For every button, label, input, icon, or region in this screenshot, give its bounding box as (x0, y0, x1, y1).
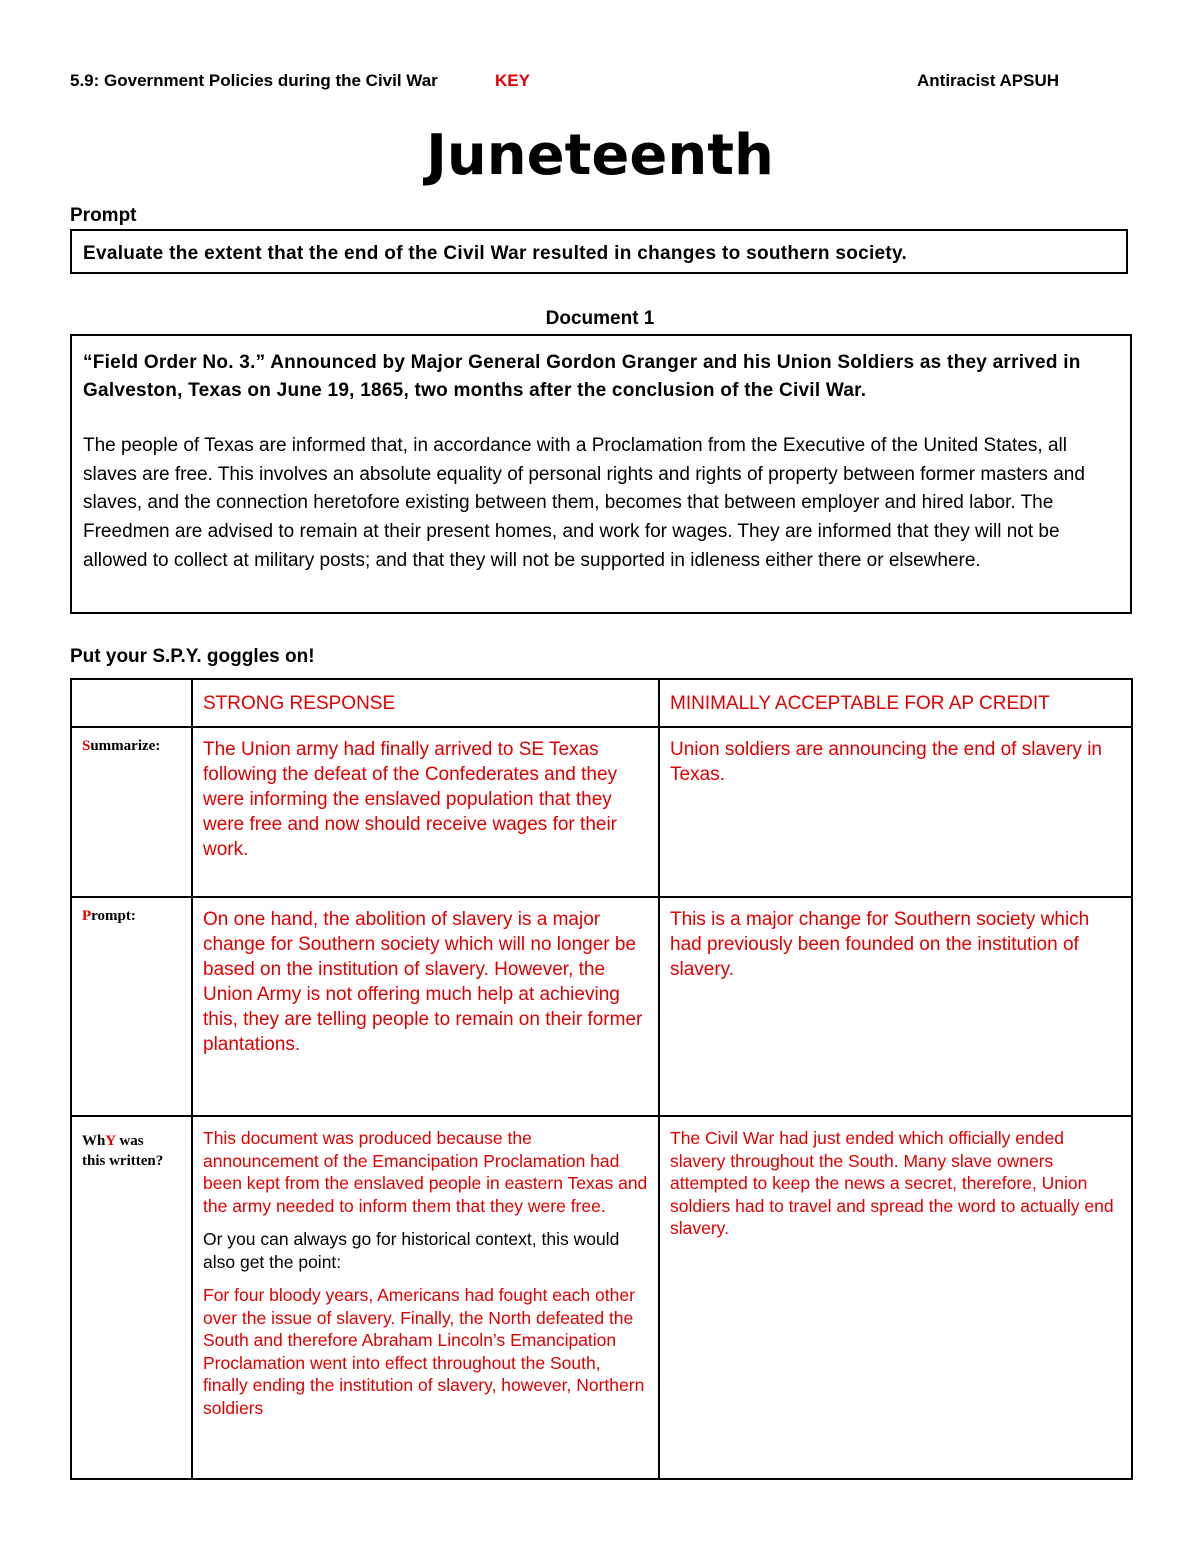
prompt-text: Evaluate the extent that the end of the Civil War resulted in changes to southern society. (83, 243, 908, 264)
spy-label: Put your S.P.Y. goggles on! (70, 646, 315, 667)
minimal-response-text: This is a major change for Southern society which had previously been founded on the institution of slavery. (670, 909, 1090, 980)
table-row (71, 1116, 1132, 1479)
table-corner-cell (71, 679, 192, 727)
document-body: The people of Texas are informed that, in accordance with a Proclamation from the Executive of the United States, all slaves are free. This involves an absolute equality of personal rights and rights of property between former masters and slaves, and the connection heretofore existing between them, becomes that between employer and hired labor. The Freedmen are advised to remain at their present homes, and work for wages. They are informed that they will not be allowed to collect at military posts; and that they will not be supported in idleness either there or elsewhere. (83, 435, 1085, 571)
prompt-label: Prompt (70, 205, 137, 226)
column-header-minimal-text: MINIMALLY ACCEPTABLE FOR AP CREDIT (670, 693, 1050, 714)
column-header-minimal (659, 679, 1132, 727)
table-row (71, 897, 1132, 1116)
document-label: Document 1 (545, 308, 655, 329)
row-label-prompt: Prompt: (82, 908, 136, 924)
strong-response-text: The Union army had finally arrived to SE Texas following the defeat of the Confederates and they were informing the enslaved population that they were free and now should receive wages for their work. (203, 739, 618, 860)
document-heading: “Field Order No. 3.” Announced by Major General Gordon Granger and his Union Soldiers as they arrived in Galveston, Texas on June 19, 1865, two months after the conclusion of the Civil War. (83, 352, 1081, 401)
historical-context-note: Or you can always go for historical context, this would also get the point: (203, 1229, 620, 1272)
row-label-cell (71, 897, 192, 1116)
minimal-response-text: The Civil War had just ended which officially ended slavery throughout the South. Many slave owners attempted to keep the news a secret, therefore, Union soldiers had to travel and spread the word to actually end slavery. (670, 1128, 1114, 1238)
spy-table (70, 678, 1133, 1480)
table-header-row (71, 679, 1132, 727)
row-label-why: WhY was this written? (82, 1133, 164, 1169)
column-header-strong-text: STRONG RESPONSE (203, 693, 396, 714)
minimal-response-cell (659, 1116, 1132, 1479)
strong-response-text: This document was produced because the announcement of the Emancipation Proclamation had been kept from the enslaved people in eastern Texas and the army needed to inform them that they were free. (203, 1128, 648, 1216)
header-course-name: Antiracist APSUH (917, 71, 1060, 90)
prompt-box (70, 229, 1128, 274)
strong-response-cell (192, 727, 659, 897)
document-box (70, 334, 1132, 614)
row-label-summarize: Summarize: (82, 738, 161, 754)
table-row (71, 727, 1132, 897)
header-key-label: KEY (495, 71, 530, 90)
minimal-response-cell (659, 897, 1132, 1116)
historical-context-text: For four bloody years, Americans had fought each other over the issue of slavery. Finally, the North defeated the South and therefore Abraham Lincoln’s Emancipation Proclamation went into effect throughout the South, finally ending the institution of slavery, however, Northern soldiers (203, 1285, 645, 1418)
strong-response-cell (192, 897, 659, 1116)
minimal-response-text: Union soldiers are announcing the end of slavery in Texas. (670, 739, 1102, 785)
column-header-strong (192, 679, 659, 727)
row-label-cell (71, 1116, 192, 1479)
row-label-cell (71, 727, 192, 897)
header-course-title: 5.9: Government Policies during the Civil War (70, 71, 438, 90)
strong-response-cell (192, 1116, 659, 1479)
page-title: Juneteenth (426, 123, 774, 188)
strong-response-text: On one hand, the abolition of slavery is a major change for Southern society which will no longer be based on the institution of slavery. However, the Union Army is not offering much help at achieving this, they are telling people to remain on their former plantations. (203, 909, 643, 1055)
minimal-response-cell (659, 727, 1132, 897)
